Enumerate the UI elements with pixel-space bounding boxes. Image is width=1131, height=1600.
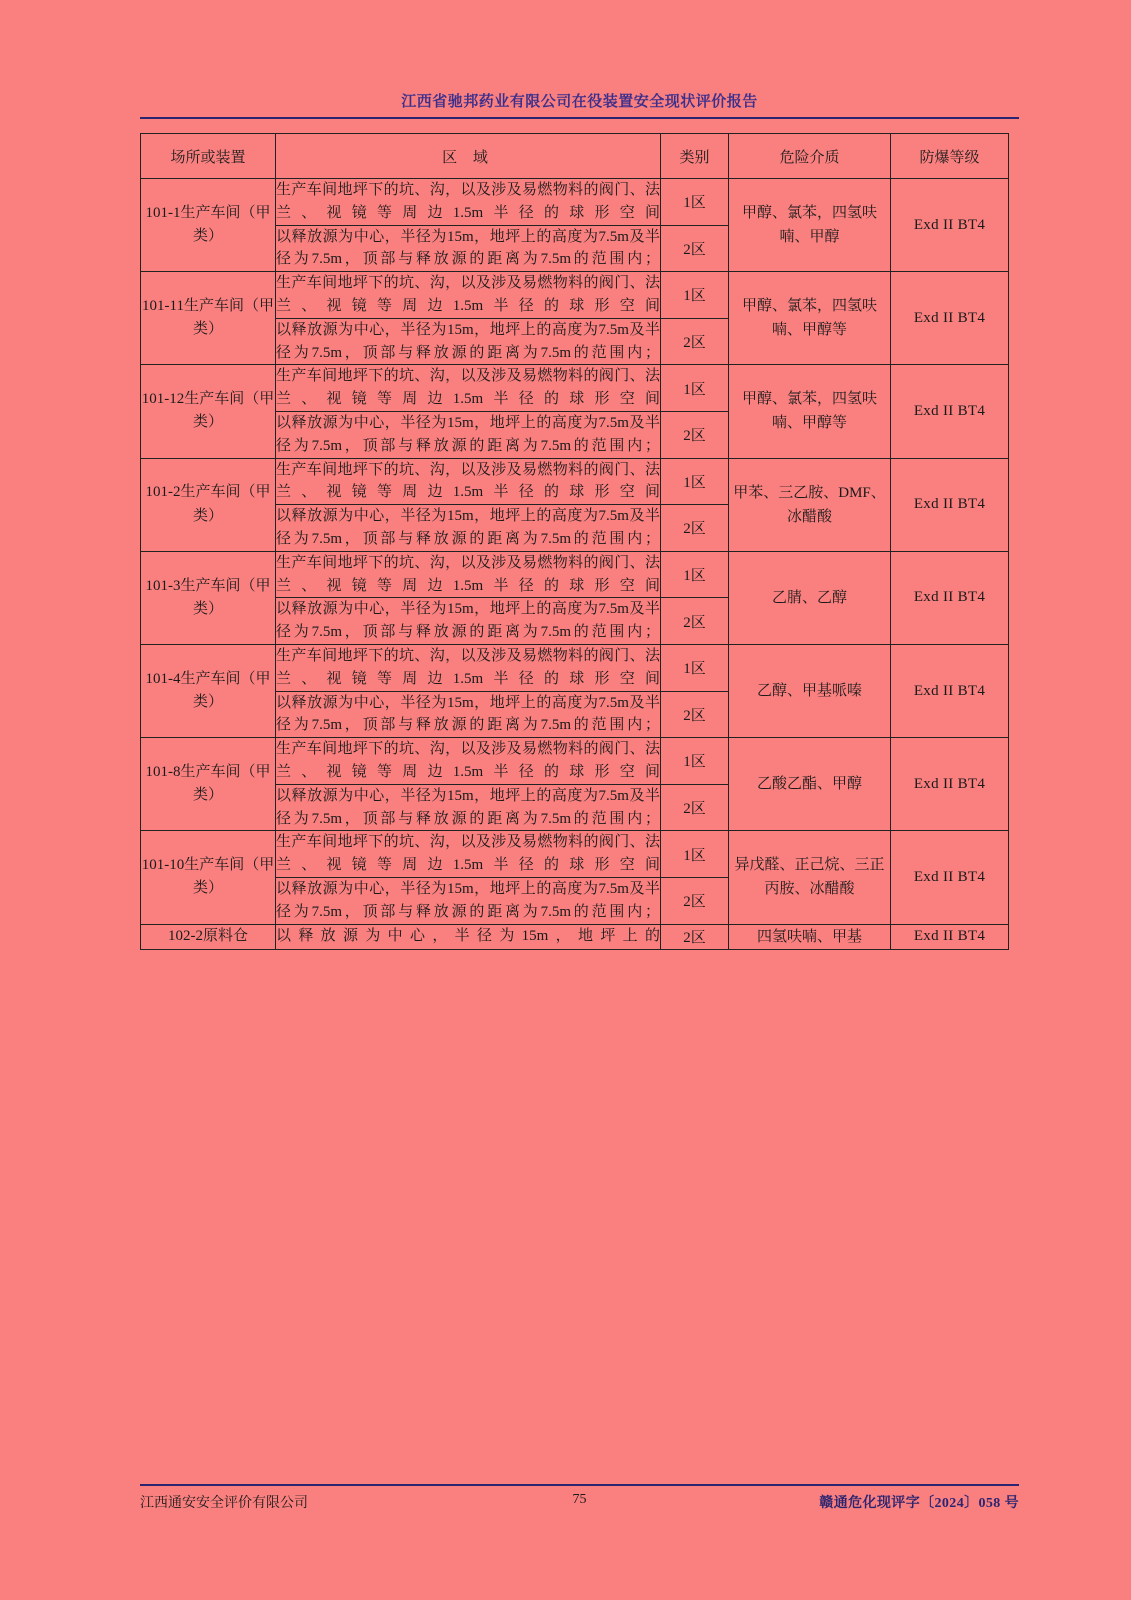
cell-place: 102-2原料仓 <box>141 924 276 949</box>
cell-place: 101-12生产车间（甲类） <box>141 365 276 458</box>
cell-zone-desc: 生产车间地坪下的坑、沟，以及涉及易燃物料的阀门、法兰、视镜等周边1.5m半径的球形空间 <box>276 831 661 878</box>
cell-zone-class: 1区 <box>661 551 729 598</box>
page-header: 江西省驰邦药业有限公司在役装置安全现状评价报告 <box>401 94 758 110</box>
cell-zone-desc: 以释放源为中心，半径为15m，地坪上的高度为7.5m及半径为7.5m，顶部与释放源的距离为7.5m的范围内； <box>276 411 661 458</box>
footer-content <box>140 1492 1019 1512</box>
table-row <box>141 644 1009 691</box>
cell-place: 101-2生产车间（甲类） <box>141 458 276 551</box>
cell-zone-class: 1区 <box>661 831 729 878</box>
table-row <box>141 458 1009 505</box>
table-row <box>141 179 1009 226</box>
cell-zone-desc: 以释放源为中心，半径为15m，地坪上的高度为7.5m及半径为7.5m，顶部与释放源的距离为7.5m的范围内； <box>276 691 661 738</box>
cell-zone-desc: 生产车间地坪下的坑、沟，以及涉及易燃物料的阀门、法兰、视镜等周边1.5m半径的球形空间 <box>276 738 661 785</box>
table-row <box>141 551 1009 598</box>
cell-zone-class: 2区 <box>661 505 729 552</box>
column-header-class: 类别 <box>661 134 729 179</box>
cell-zone-desc: 以释放源为中心，半径为15m，地坪上的高度为7.5m及半径为7.5m，顶部与释放源的距离为7.5m的范围内； <box>276 598 661 645</box>
column-header-ex: 防爆等级 <box>891 134 1009 179</box>
cell-medium: 甲苯、三乙胺、DMF、冰醋酸 <box>729 458 891 551</box>
cell-zone-class: 2区 <box>661 924 729 949</box>
cell-zone-desc: 生产车间地坪下的坑、沟，以及涉及易燃物料的阀门、法兰、视镜等周边1.5m半径的球形空间 <box>276 365 661 412</box>
cell-medium: 异戊醛、正己烷、三正丙胺、冰醋酸 <box>729 831 891 924</box>
cell-zone-class: 2区 <box>661 691 729 738</box>
cell-zone-class: 2区 <box>661 877 729 924</box>
cell-place: 101-4生产车间（甲类） <box>141 644 276 737</box>
cell-zone-class: 2区 <box>661 318 729 365</box>
cell-zone-desc: 生产车间地坪下的坑、沟，以及涉及易燃物料的阀门、法兰、视镜等周边1.5m半径的球形空间 <box>276 458 661 505</box>
cell-zone-desc: 以释放源为中心，半径为15m，地坪上的高度为7.5m及半径为7.5m，顶部与释放源的距离为7.5m的范围内； <box>276 225 661 272</box>
cell-medium: 甲醇、氯苯，四氢呋喃、甲醇等 <box>729 365 891 458</box>
footer-company: 江西通安安全评价有限公司 <box>140 1496 308 1511</box>
cell-zone-desc: 以释放源为中心，半径为15m，地坪上的高度为7.5m及半径为7.5m，顶部与释放源的距离为7.5m的范围内； <box>276 318 661 365</box>
cell-place: 101-8生产车间（甲类） <box>141 738 276 831</box>
cell-medium: 乙腈、乙醇 <box>729 551 891 644</box>
table-body <box>141 179 1009 950</box>
cell-medium: 甲醇、氯苯，四氢呋喃、甲醇等 <box>729 272 891 365</box>
table-row <box>141 831 1009 878</box>
table-header <box>141 134 1009 179</box>
cell-ex-rating: Exd II BT4 <box>891 458 1009 551</box>
cell-zone-desc: 生产车间地坪下的坑、沟，以及涉及易燃物料的阀门、法兰、视镜等周边1.5m半径的球形空间 <box>276 272 661 319</box>
cell-medium: 乙醇、甲基哌嗪 <box>729 644 891 737</box>
table-row <box>141 924 1009 949</box>
cell-ex-rating: Exd II BT4 <box>891 924 1009 949</box>
hazard-zone-table <box>140 133 1009 950</box>
cell-zone-desc: 以释放源为中心，半径为15m，地坪上的高度为7.5m及半径为7.5m，顶部与释放源的距离为7.5m的范围内； <box>276 877 661 924</box>
cell-zone-desc: 以释放源为中心，半径为15m，地坪上的高度为7.5m及半径为7.5m，顶部与释放源的距离为7.5m的范围内； <box>276 505 661 552</box>
cell-zone-desc: 生产车间地坪下的坑、沟，以及涉及易燃物料的阀门、法兰、视镜等周边1.5m半径的球形空间 <box>276 644 661 691</box>
cell-place: 101-11生产车间（甲类） <box>141 272 276 365</box>
cell-zone-class: 1区 <box>661 458 729 505</box>
table-row <box>141 738 1009 785</box>
page-number: 75 <box>572 1492 587 1507</box>
cell-ex-rating: Exd II BT4 <box>891 365 1009 458</box>
cell-zone-desc: 生产车间地坪下的坑、沟，以及涉及易燃物料的阀门、法兰、视镜等周边1.5m半径的球形空间 <box>276 179 661 226</box>
cell-ex-rating: Exd II BT4 <box>891 831 1009 924</box>
cell-zone-class: 2区 <box>661 784 729 831</box>
cell-medium: 四氢呋喃、甲基 <box>729 924 891 949</box>
cell-ex-rating: Exd II BT4 <box>891 179 1009 272</box>
cell-zone-class: 2区 <box>661 225 729 272</box>
cell-place: 101-3生产车间（甲类） <box>141 551 276 644</box>
cell-zone-class: 1区 <box>661 272 729 319</box>
cell-ex-rating: Exd II BT4 <box>891 551 1009 644</box>
cell-medium: 甲醇、氯苯，四氢呋喃、甲醇 <box>729 179 891 272</box>
cell-zone-class: 1区 <box>661 738 729 785</box>
cell-zone-desc: 生产车间地坪下的坑、沟，以及涉及易燃物料的阀门、法兰、视镜等周边1.5m半径的球形空间 <box>276 551 661 598</box>
column-header-medium: 危险介质 <box>729 134 891 179</box>
cell-ex-rating: Exd II BT4 <box>891 738 1009 831</box>
cell-zone-class: 1区 <box>661 179 729 226</box>
cell-place: 101-10生产车间（甲类） <box>141 831 276 924</box>
table-row <box>141 272 1009 319</box>
cell-ex-rating: Exd II BT4 <box>891 644 1009 737</box>
cell-zone-class: 1区 <box>661 644 729 691</box>
cell-zone-desc: 以释放源为中心，半径为15m，地坪上的 <box>276 924 661 949</box>
header-divider <box>140 117 1019 119</box>
cell-zone-desc: 以释放源为中心，半径为15m，地坪上的高度为7.5m及半径为7.5m，顶部与释放源的距离为7.5m的范围内； <box>276 784 661 831</box>
footer-divider <box>140 1484 1019 1486</box>
cell-medium: 乙酸乙酯、甲醇 <box>729 738 891 831</box>
cell-zone-class: 2区 <box>661 411 729 458</box>
column-header-zone: 区 域 <box>276 134 661 179</box>
column-header-place: 场所或装置 <box>141 134 276 179</box>
cell-ex-rating: Exd II BT4 <box>891 272 1009 365</box>
cell-zone-class: 1区 <box>661 365 729 412</box>
cell-place: 101-1生产车间（甲类） <box>141 179 276 272</box>
table-row <box>141 365 1009 412</box>
table-header-row <box>141 134 1009 179</box>
footer-doc-number: 赣通危化现评字〔2024〕058 号 <box>819 1496 1019 1511</box>
page-footer <box>140 1484 1019 1512</box>
cell-zone-class: 2区 <box>661 598 729 645</box>
